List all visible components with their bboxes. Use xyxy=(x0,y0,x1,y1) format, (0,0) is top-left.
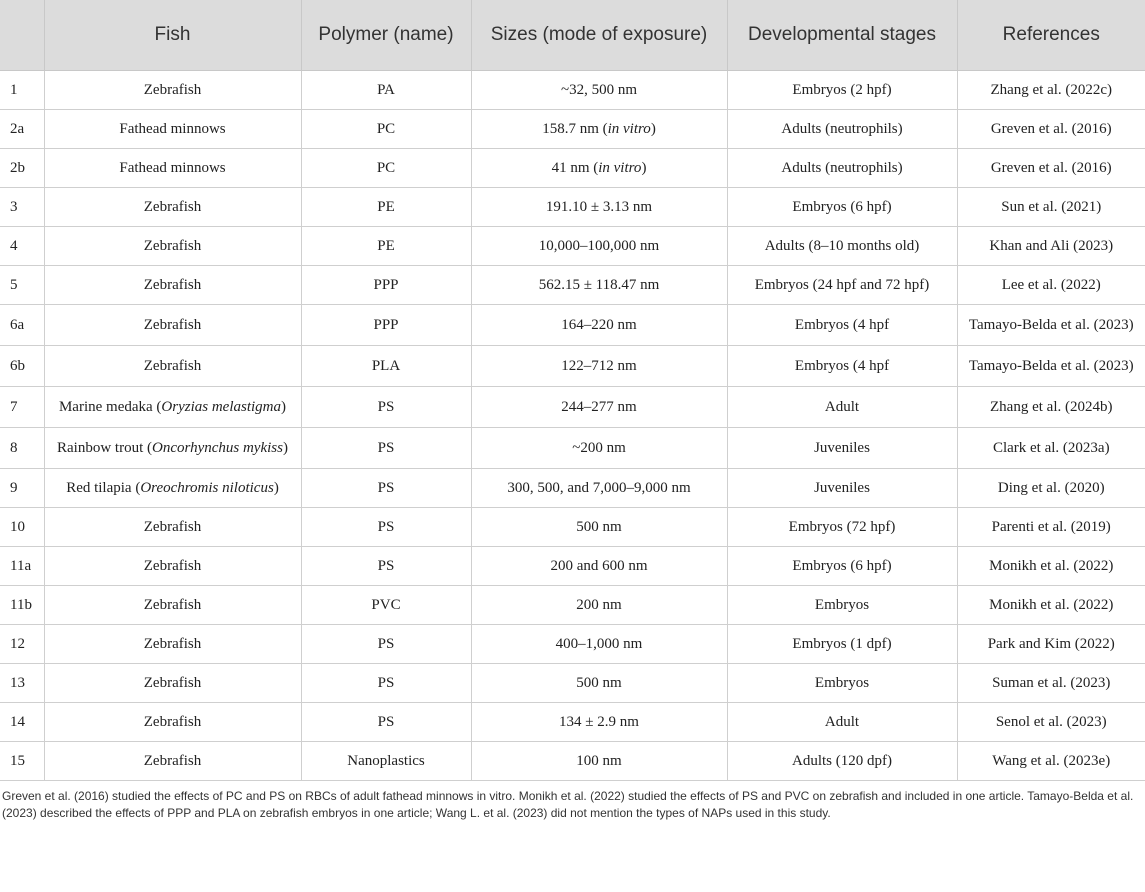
cell-index: 1 xyxy=(0,71,44,110)
cell-fish: Zebrafish xyxy=(44,346,301,387)
cell-fish: Zebrafish xyxy=(44,742,301,781)
table-footnote: Greven et al. (2016) studied the effects of PC and PS on RBCs of adult fathead minnows in vitro. Monikh et al. (2022) studied the effects of PS and PVC on zebrafish and included in one article. Tamayo-Belda et al. (2023) described the effects of PPP and PLA on zebrafish embryos in one article; Wang L. et al. (2023) did not mention the types of NAPs used in this study. xyxy=(2,789,1134,820)
cell-stage: Adults (8–10 months old) xyxy=(727,227,957,266)
cell-size: 400–1,000 nm xyxy=(471,625,727,664)
cell-size: 122–712 nm xyxy=(471,346,727,387)
cell-fish: Zebrafish xyxy=(44,625,301,664)
table-row xyxy=(0,703,1145,742)
cell-reference: Greven et al. (2016) xyxy=(957,149,1145,188)
cell-index: 8 xyxy=(0,428,44,469)
cell-stage: Embryos (2 hpf) xyxy=(727,71,957,110)
cell-reference: Tamayo-Belda et al. (2023) xyxy=(957,346,1145,387)
cell-size: 164–220 nm xyxy=(471,305,727,346)
table-row xyxy=(0,508,1145,547)
cell-polymer: PC xyxy=(301,110,471,149)
cell-polymer: PLA xyxy=(301,346,471,387)
cell-reference: Park and Kim (2022) xyxy=(957,625,1145,664)
table-row xyxy=(0,227,1145,266)
table-row xyxy=(0,188,1145,227)
cell-polymer: PPP xyxy=(301,305,471,346)
cell-fish: Zebrafish xyxy=(44,227,301,266)
cell-size: 134 ± 2.9 nm xyxy=(471,703,727,742)
cell-reference: Khan and Ali (2023) xyxy=(957,227,1145,266)
table-body xyxy=(0,71,1145,781)
cell-index: 3 xyxy=(0,188,44,227)
header-stages: Developmental stages xyxy=(727,0,957,71)
cell-size: 200 and 600 nm xyxy=(471,547,727,586)
cell-size: 158.7 nm (in vitro) xyxy=(471,110,727,149)
table-row xyxy=(0,110,1145,149)
cell-stage: Adult xyxy=(727,703,957,742)
cell-index: 9 xyxy=(0,469,44,508)
header-index xyxy=(0,0,44,71)
cell-size: 200 nm xyxy=(471,586,727,625)
cell-index: 11a xyxy=(0,547,44,586)
cell-fish: Rainbow trout (Oncorhynchus mykiss) xyxy=(44,428,301,469)
cell-index: 14 xyxy=(0,703,44,742)
cell-reference: Zhang et al. (2024b) xyxy=(957,387,1145,428)
table-row xyxy=(0,664,1145,703)
cell-reference: Monikh et al. (2022) xyxy=(957,547,1145,586)
cell-polymer: PS xyxy=(301,625,471,664)
cell-polymer: PE xyxy=(301,227,471,266)
cell-reference: Ding et al. (2020) xyxy=(957,469,1145,508)
table-row xyxy=(0,469,1145,508)
cell-polymer: PC xyxy=(301,149,471,188)
table-row xyxy=(0,428,1145,469)
cell-stage: Juveniles xyxy=(727,428,957,469)
cell-reference: Zhang et al. (2022c) xyxy=(957,71,1145,110)
cell-polymer: Nanoplastics xyxy=(301,742,471,781)
cell-size: 244–277 nm xyxy=(471,387,727,428)
cell-size: 41 nm (in vitro) xyxy=(471,149,727,188)
cell-reference: Suman et al. (2023) xyxy=(957,664,1145,703)
cell-stage: Embryos (24 hpf and 72 hpf) xyxy=(727,266,957,305)
cell-index: 12 xyxy=(0,625,44,664)
table-row xyxy=(0,346,1145,387)
table-row xyxy=(0,71,1145,110)
cell-polymer: PVC xyxy=(301,586,471,625)
cell-reference: Sun et al. (2021) xyxy=(957,188,1145,227)
table-header-row xyxy=(0,0,1145,71)
cell-reference: Parenti et al. (2019) xyxy=(957,508,1145,547)
cell-stage: Embryos xyxy=(727,586,957,625)
cell-stage: Adult xyxy=(727,387,957,428)
cell-polymer: PS xyxy=(301,664,471,703)
cell-polymer: PA xyxy=(301,71,471,110)
cell-stage: Embryos (4 hpf xyxy=(727,305,957,346)
cell-index: 7 xyxy=(0,387,44,428)
cell-size: 300, 500, and 7,000–9,000 nm xyxy=(471,469,727,508)
cell-stage: Embryos (4 hpf xyxy=(727,346,957,387)
cell-fish: Fathead minnows xyxy=(44,149,301,188)
cell-size: ~32, 500 nm xyxy=(471,71,727,110)
cell-index: 4 xyxy=(0,227,44,266)
cell-stage: Juveniles xyxy=(727,469,957,508)
header-references: References xyxy=(957,0,1145,71)
cell-size: 500 nm xyxy=(471,508,727,547)
cell-index: 2b xyxy=(0,149,44,188)
cell-reference: Monikh et al. (2022) xyxy=(957,586,1145,625)
cell-stage: Embryos (6 hpf) xyxy=(727,547,957,586)
cell-size: 562.15 ± 118.47 nm xyxy=(471,266,727,305)
cell-polymer: PS xyxy=(301,508,471,547)
cell-fish: Fathead minnows xyxy=(44,110,301,149)
table-row xyxy=(0,547,1145,586)
cell-fish: Zebrafish xyxy=(44,305,301,346)
cell-fish: Zebrafish xyxy=(44,586,301,625)
cell-polymer: PE xyxy=(301,188,471,227)
cell-fish: Zebrafish xyxy=(44,547,301,586)
cell-fish: Zebrafish xyxy=(44,188,301,227)
cell-fish: Zebrafish xyxy=(44,71,301,110)
cell-fish: Marine medaka (Oryzias melastigma) xyxy=(44,387,301,428)
cell-reference: Clark et al. (2023a) xyxy=(957,428,1145,469)
cell-size: 100 nm xyxy=(471,742,727,781)
cell-fish: Red tilapia (Oreochromis niloticus) xyxy=(44,469,301,508)
cell-reference: Lee et al. (2022) xyxy=(957,266,1145,305)
cell-index: 10 xyxy=(0,508,44,547)
cell-polymer: PPP xyxy=(301,266,471,305)
table-row xyxy=(0,305,1145,346)
table-row xyxy=(0,625,1145,664)
cell-size: 191.10 ± 3.13 nm xyxy=(471,188,727,227)
cell-polymer: PS xyxy=(301,547,471,586)
cell-stage: Embryos (6 hpf) xyxy=(727,188,957,227)
cell-size: 500 nm xyxy=(471,664,727,703)
cell-stage: Embryos xyxy=(727,664,957,703)
header-sizes: Sizes (mode of exposure) xyxy=(471,0,727,71)
cell-stage: Embryos (72 hpf) xyxy=(727,508,957,547)
cell-polymer: PS xyxy=(301,428,471,469)
cell-polymer: PS xyxy=(301,387,471,428)
cell-stage: Adults (neutrophils) xyxy=(727,149,957,188)
cell-size: 10,000–100,000 nm xyxy=(471,227,727,266)
cell-stage: Adults (120 dpf) xyxy=(727,742,957,781)
cell-index: 6a xyxy=(0,305,44,346)
header-polymer: Polymer (name) xyxy=(301,0,471,71)
cell-reference: Senol et al. (2023) xyxy=(957,703,1145,742)
cell-fish: Zebrafish xyxy=(44,664,301,703)
table-row xyxy=(0,266,1145,305)
cell-stage: Adults (neutrophils) xyxy=(727,110,957,149)
cell-size: ~200 nm xyxy=(471,428,727,469)
cell-index: 2a xyxy=(0,110,44,149)
table-row xyxy=(0,149,1145,188)
header-fish: Fish xyxy=(44,0,301,71)
cell-index: 5 xyxy=(0,266,44,305)
table-row xyxy=(0,742,1145,781)
cell-fish: Zebrafish xyxy=(44,703,301,742)
cell-stage: Embryos (1 dpf) xyxy=(727,625,957,664)
cell-polymer: PS xyxy=(301,469,471,508)
cell-index: 6b xyxy=(0,346,44,387)
cell-index: 13 xyxy=(0,664,44,703)
cell-reference: Greven et al. (2016) xyxy=(957,110,1145,149)
cell-fish: Zebrafish xyxy=(44,266,301,305)
cell-fish: Zebrafish xyxy=(44,508,301,547)
cell-reference: Tamayo-Belda et al. (2023) xyxy=(957,305,1145,346)
table-row xyxy=(0,586,1145,625)
cell-index: 11b xyxy=(0,586,44,625)
cell-reference: Wang et al. (2023e) xyxy=(957,742,1145,781)
cell-index: 15 xyxy=(0,742,44,781)
table-row xyxy=(0,387,1145,428)
cell-polymer: PS xyxy=(301,703,471,742)
